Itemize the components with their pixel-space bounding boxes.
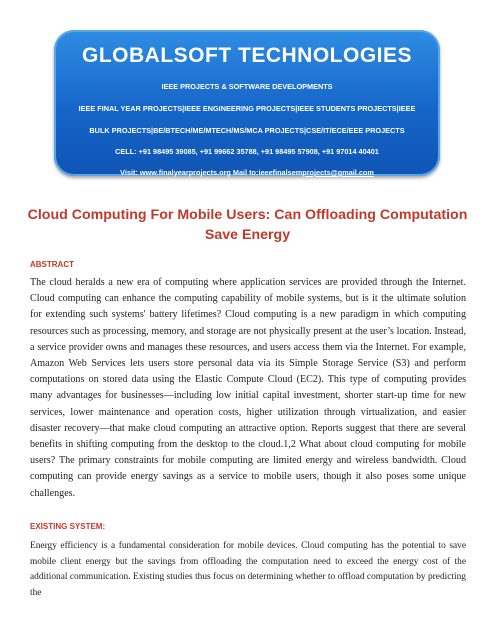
mail-label: Mail to:ieeefinalsem (230, 168, 303, 177)
banner-contact-line (54, 168, 440, 177)
banner-phone-numbers: CELL: +91 98495 39085, +91 99662 35788, +91 98495 57908, +91 97014 40401 (115, 147, 379, 156)
visit-label: Visit: (120, 168, 140, 177)
abstract-heading: ABSTRACT (30, 260, 74, 269)
existing-system-paragraph: Energy efficiency is a fundamental consideration for mobile devices. Cloud computing has the potential to save mobile client energy but the savings from offloading the computation need to exceed the energy cost of the additional communication. Existing studies thus focus on determining whether to offload computation by predicting the (30, 541, 466, 598)
website-link[interactable]: www.finalyearprojects.org (139, 168, 231, 177)
header-banner-container (54, 30, 440, 176)
company-name: GLOBALSOFT TECHNOLOGIES (82, 44, 412, 67)
header-banner (54, 30, 440, 176)
abstract-paragraph: The cloud heralds a new era of computing where application services are provided through the Internet. Cloud computing can enhance the computing capability of mobile systems, but is it the ultimate solution for extending such systems' battery lifetimes? Cloud computing is a new paradigm in which computing resources such as processing, memory, and storage are not physically present at the user’s location. Instead, a service provider owns and manages these resources, and users access them via the Internet. For example, Amazon Web Services lets users store personal data via its Simple Storage Service (S3) and perform computations on stored data using the Elastic Compute Cloud (EC2). This type of computing provides many advantages for businesses—including low initial capital investment, shorter start-up time for new services, lower maintenance and operation costs, higher utilization through virtualization, and easier disaster recovery—that make cloud computing an attractive option. Reports suggest that there are several benefits in shifting computing from the desktop to the cloud.1,2 What about cloud computing for mobile users? The primary constraints for mobile computing are limited energy and wireless bandwidth. Cloud computing can provide energy savings as a service to mobile users, though it also poses some unique challenges. (30, 277, 466, 499)
email-link[interactable]: projects@gmail.com (302, 168, 374, 177)
document-title: Cloud Computing For Mobile Users: Can Offloading Computation Save Energy (27, 207, 468, 243)
existing-system-heading: EXISTING SYSTEM: (30, 522, 106, 531)
banner-projects-line-1: IEEE FINAL YEAR PROJECTS|IEEE ENGINEERING PROJECTS|IEEE STUDENTS PROJECTS|IEEE (78, 104, 416, 113)
banner-tagline: IEEE PROJECTS & SOFTWARE DEVELOPMENTS (161, 82, 333, 91)
banner-projects-line-2: BULK PROJECTS|BE/BTECH/ME/MTECH/MS/MCA PROJECTS|CSE/IT/ECE/EEE PROJECTS (89, 126, 405, 135)
